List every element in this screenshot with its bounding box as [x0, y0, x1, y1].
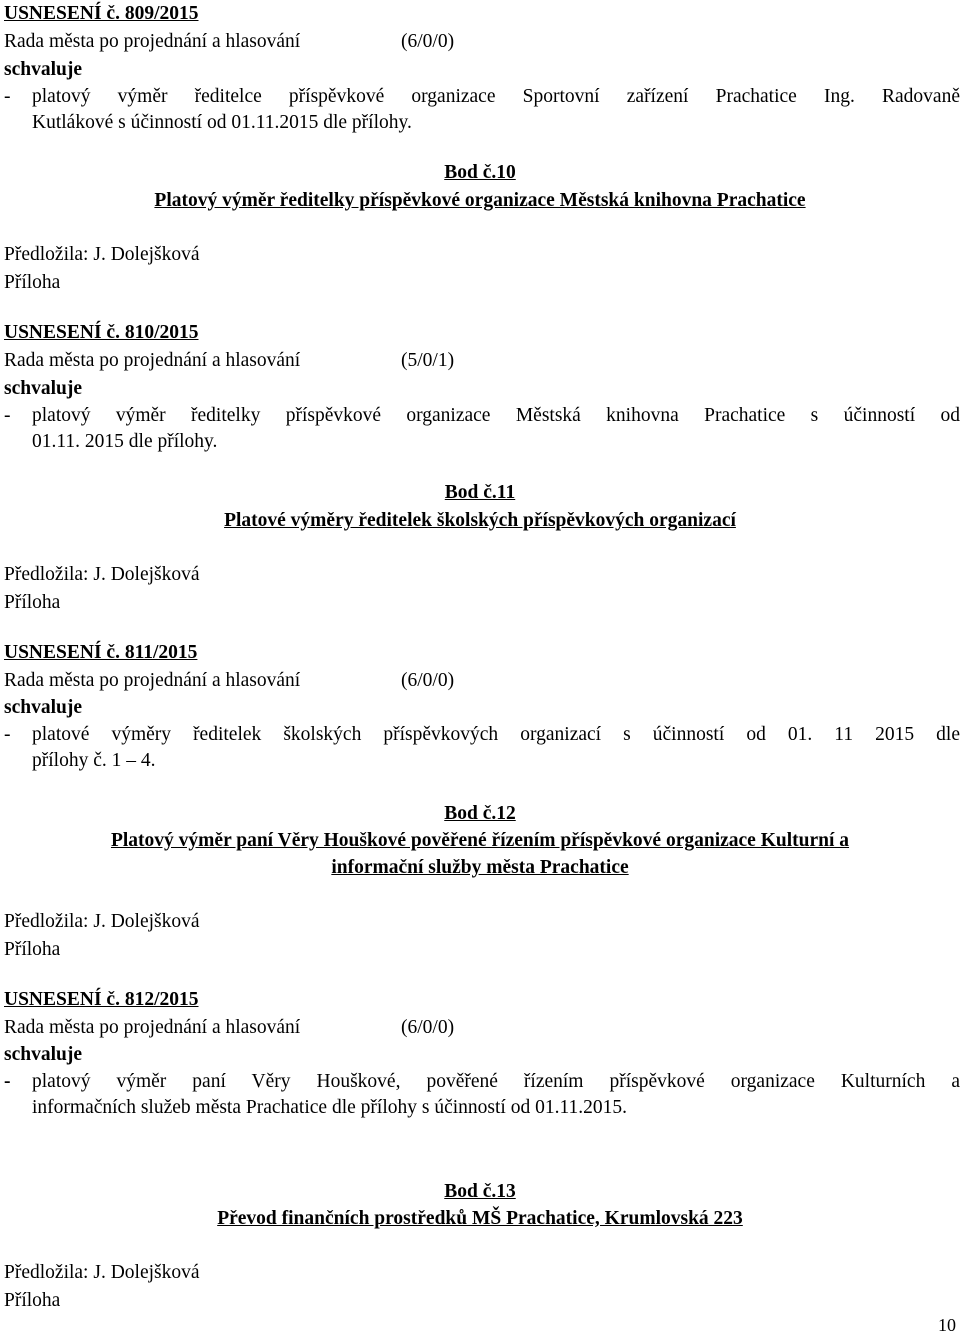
item-text-line-1: platový výměr paní Věry Houškové, pověřené řízením příspěvkové organizace Kulturních a [32, 1071, 960, 1092]
bod-13-title: Převod finančních prostředků MŠ Prachatice, Krumlovská 223 [217, 1208, 743, 1229]
council-text: Rada města po projednání a hlasování [4, 1017, 301, 1038]
bod-12-label: Bod č.12 [444, 803, 516, 824]
item-text-line-1: platový výměr ředitelky příspěvkové organizace Městská knihovna Prachatice s účinností od [32, 405, 960, 426]
bod-10-presenter: Předložila: J. Dolejšková [4, 244, 200, 265]
item-text-line-2: 01.11. 2015 dle přílohy. [32, 431, 218, 452]
vote-result: (6/0/0) [401, 1017, 455, 1038]
item-dash: - [4, 1071, 11, 1092]
bod-12-presenter: Předložila: J. Dolejšková [4, 911, 200, 932]
item-dash: - [4, 405, 11, 426]
resolution-810-item [4, 403, 960, 455]
bod-10-attachment: Příloha [4, 272, 61, 293]
resolution-811-item [4, 722, 960, 774]
bod-11-presenter: Předložila: J. Dolejšková [4, 564, 200, 585]
item-text-line-1: platový výměr ředitelce příspěvkové organizace Sportovní zařízení Prachatice Ing. Radovaně [32, 86, 960, 107]
resolution-812-heading: USNESENÍ č. 812/2015 [4, 989, 199, 1010]
council-vote-line-809 [4, 30, 960, 54]
bod-10-label: Bod č.10 [444, 162, 516, 183]
resolution-810-heading: USNESENÍ č. 810/2015 [4, 322, 199, 343]
bod-12-attachment: Příloha [4, 939, 61, 960]
bod-12-title-line-1: Platový výměr paní Věry Houškové pověřené řízením příspěvkové organizace Kulturní a [110, 830, 850, 851]
council-vote-line-812 [4, 1016, 960, 1040]
bod-11-title: Platové výměry ředitelek školských příspěvkových organizací [224, 510, 736, 531]
approves-label: schvaluje [4, 697, 82, 718]
approves-label: schvaluje [4, 59, 82, 80]
item-text-line-1: platové výměry ředitelek školských příspěvkových organizací s účinností od 01. 11 2015 dle [32, 724, 960, 745]
council-vote-line-811 [4, 669, 960, 693]
item-text-line-2: Kutlákové s účinností od 01.11.2015 dle přílohy. [32, 112, 412, 133]
council-text: Rada města po projednání a hlasování [4, 350, 301, 371]
resolution-809-heading: USNESENÍ č. 809/2015 [4, 3, 199, 24]
resolution-812-item [4, 1069, 960, 1121]
item-text-line-2: informačních služeb města Prachatice dle přílohy s účinností od 01.11.2015. [32, 1097, 627, 1118]
resolution-811-heading: USNESENÍ č. 811/2015 [4, 642, 198, 663]
page-number: 10 [938, 1315, 956, 1335]
bod-13-attachment: Příloha [4, 1290, 61, 1311]
approves-label: schvaluje [4, 378, 82, 399]
item-dash: - [4, 724, 11, 745]
bod-12-title-line-2: informační služby města Prachatice [331, 857, 629, 878]
bod-10-title: Platový výměr ředitelky příspěvkové organizace Městská knihovna Prachatice [154, 190, 806, 211]
item-text-line-2: přílohy č. 1 – 4. [32, 750, 156, 771]
vote-result: (6/0/0) [401, 670, 455, 691]
bod-11-attachment: Příloha [4, 592, 61, 613]
council-text: Rada města po projednání a hlasování [4, 670, 301, 691]
item-dash: - [4, 86, 11, 107]
bod-13-label: Bod č.13 [444, 1181, 516, 1202]
approves-label: schvaluje [4, 1044, 82, 1065]
bod-11-label: Bod č.11 [444, 482, 516, 503]
council-vote-line-810 [4, 349, 960, 373]
vote-result: (6/0/0) [401, 31, 455, 52]
vote-result: (5/0/1) [401, 350, 455, 371]
resolution-809-item [4, 84, 960, 136]
bod-13-presenter: Předložila: J. Dolejšková [4, 1262, 200, 1283]
council-text: Rada města po projednání a hlasování [4, 31, 301, 52]
